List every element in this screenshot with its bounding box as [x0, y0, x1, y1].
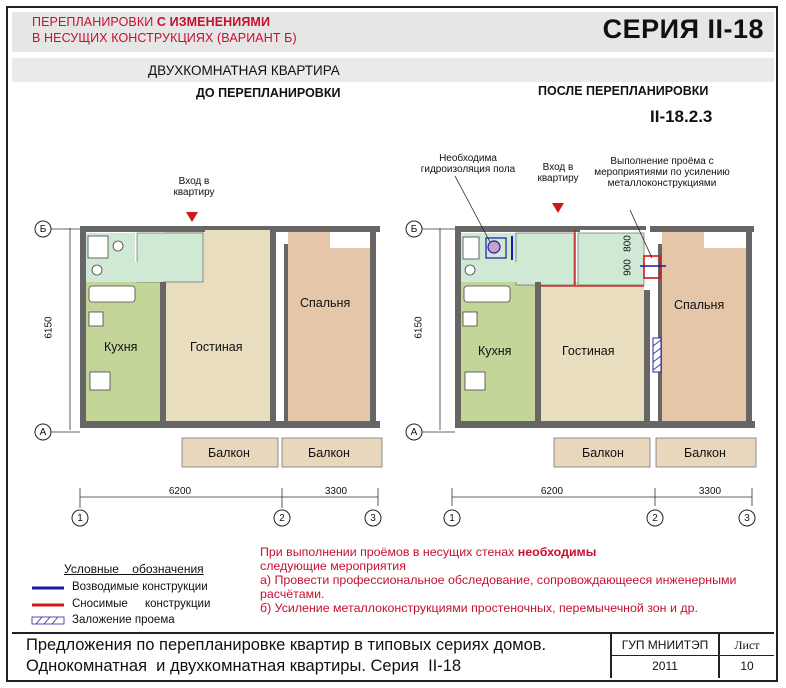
note-waterproof: Необходима гидроизоляция пола	[420, 153, 516, 175]
balcony1-label-before: Балкон	[208, 446, 250, 460]
height-dim-after: 6150	[413, 316, 425, 339]
subtitle-line2: В НЕСУЩИХ КОНСТРУКЦИЯХ (ВАРИАНТ Б)	[32, 31, 297, 45]
living-label-after: Гостиная	[562, 344, 615, 358]
room-bedroom-before	[288, 248, 376, 422]
legend-item-new: Возводимые конструкции	[72, 581, 208, 593]
balcony2-label-after: Балкон	[684, 446, 726, 460]
axis-1-after: 1	[449, 513, 455, 524]
axis-2-before: 2	[279, 513, 285, 524]
bedroom-label-after: Спальня	[674, 298, 725, 312]
dim-800: 800	[622, 235, 634, 252]
axis-a-after: А	[410, 427, 418, 438]
kitchen-label-after: Кухня	[478, 344, 512, 358]
living-label-before: Гостиная	[190, 340, 243, 354]
footer-hline	[612, 655, 774, 656]
bedroom-label-before: Спальня	[300, 296, 351, 310]
dim-3300-after: 3300	[698, 486, 722, 497]
axis-b-after: Б	[410, 224, 418, 235]
footer-title	[26, 635, 546, 677]
subtitle-prefix: ПЕРЕПЛАНИРОВКИ	[32, 15, 154, 29]
entrance-label-after: Вход в квартиру	[537, 162, 579, 184]
subtitle-bold: С ИЗМЕНЕНИЯМИ	[156, 15, 271, 29]
note-line2: а) Провести профессиональное обследование, сопровождающееся инженерными расчётами.	[260, 573, 737, 601]
note-line1-bold: необходимы	[517, 545, 597, 559]
after-label: ПОСЛЕ ПЕРЕПЛАНИРОВКИ	[538, 84, 709, 98]
footer-org: ГУП МНИИТЭП	[621, 638, 709, 652]
axis-2-after: 2	[652, 513, 658, 524]
legend-item-removed: Сносимые конструкции	[72, 598, 211, 610]
plan-before	[35, 212, 382, 526]
axis-3-before: 3	[370, 513, 376, 524]
axis-1-before: 1	[77, 513, 83, 524]
requirements-note	[260, 545, 775, 615]
footer-year: 2011	[652, 659, 678, 673]
legend-title: Условные обозначения	[64, 562, 204, 576]
before-label: ДО ПЕРЕПЛАНИРОВКИ	[196, 86, 341, 100]
note-line3: б) Усиление металлоконструкциями простеночных, перемычечной зон и др.	[260, 601, 698, 615]
series-title: СЕРИЯ II-18	[602, 14, 764, 44]
dim-6200-after: 6200	[540, 486, 564, 497]
dim-6200-before: 6200	[168, 486, 192, 497]
footer-sheet-no: 10	[740, 659, 754, 673]
dim-3300-before: 3300	[324, 486, 348, 497]
footer-line1: Предложения по перепланировке квартир в типовых сериях домов.	[26, 636, 547, 654]
balcony1-label-after: Балкон	[582, 446, 624, 460]
room-bedroom-after	[662, 248, 750, 422]
footer-sheet-label: Лист	[734, 638, 760, 652]
apartment-type: ДВУХКОМНАТНАЯ КВАРТИРА	[148, 63, 340, 78]
entrance-arrow-before	[186, 212, 198, 222]
note-line1-rest: следующие мероприятия	[260, 559, 406, 573]
note-opening: Выполнение проёма с мероприятиями по усилению металлоконструкциями	[594, 156, 730, 189]
legend-item-bricked: Заложение проема	[72, 614, 175, 626]
dim-900: 900	[622, 259, 634, 276]
kitchen-label-before: Кухня	[104, 340, 138, 354]
plan-code: II-18.2.3	[650, 107, 713, 126]
axis-3-after: 3	[744, 513, 750, 524]
axis-b-before: Б	[39, 224, 47, 235]
entrance-arrow-after	[552, 203, 564, 213]
new-opening	[644, 256, 660, 278]
balcony2-label-before: Балкон	[308, 446, 350, 460]
entrance-label-before: Вход в квартиру	[173, 176, 215, 198]
footer-line2: Однокомнатная и двухкомнатная квартиры. Серия II-18	[26, 657, 462, 675]
height-dim-before: 6150	[43, 316, 55, 339]
axis-a-before: А	[39, 427, 47, 438]
note-line1-prefix: При выполнении проёмов в несущих стенах	[260, 545, 515, 559]
